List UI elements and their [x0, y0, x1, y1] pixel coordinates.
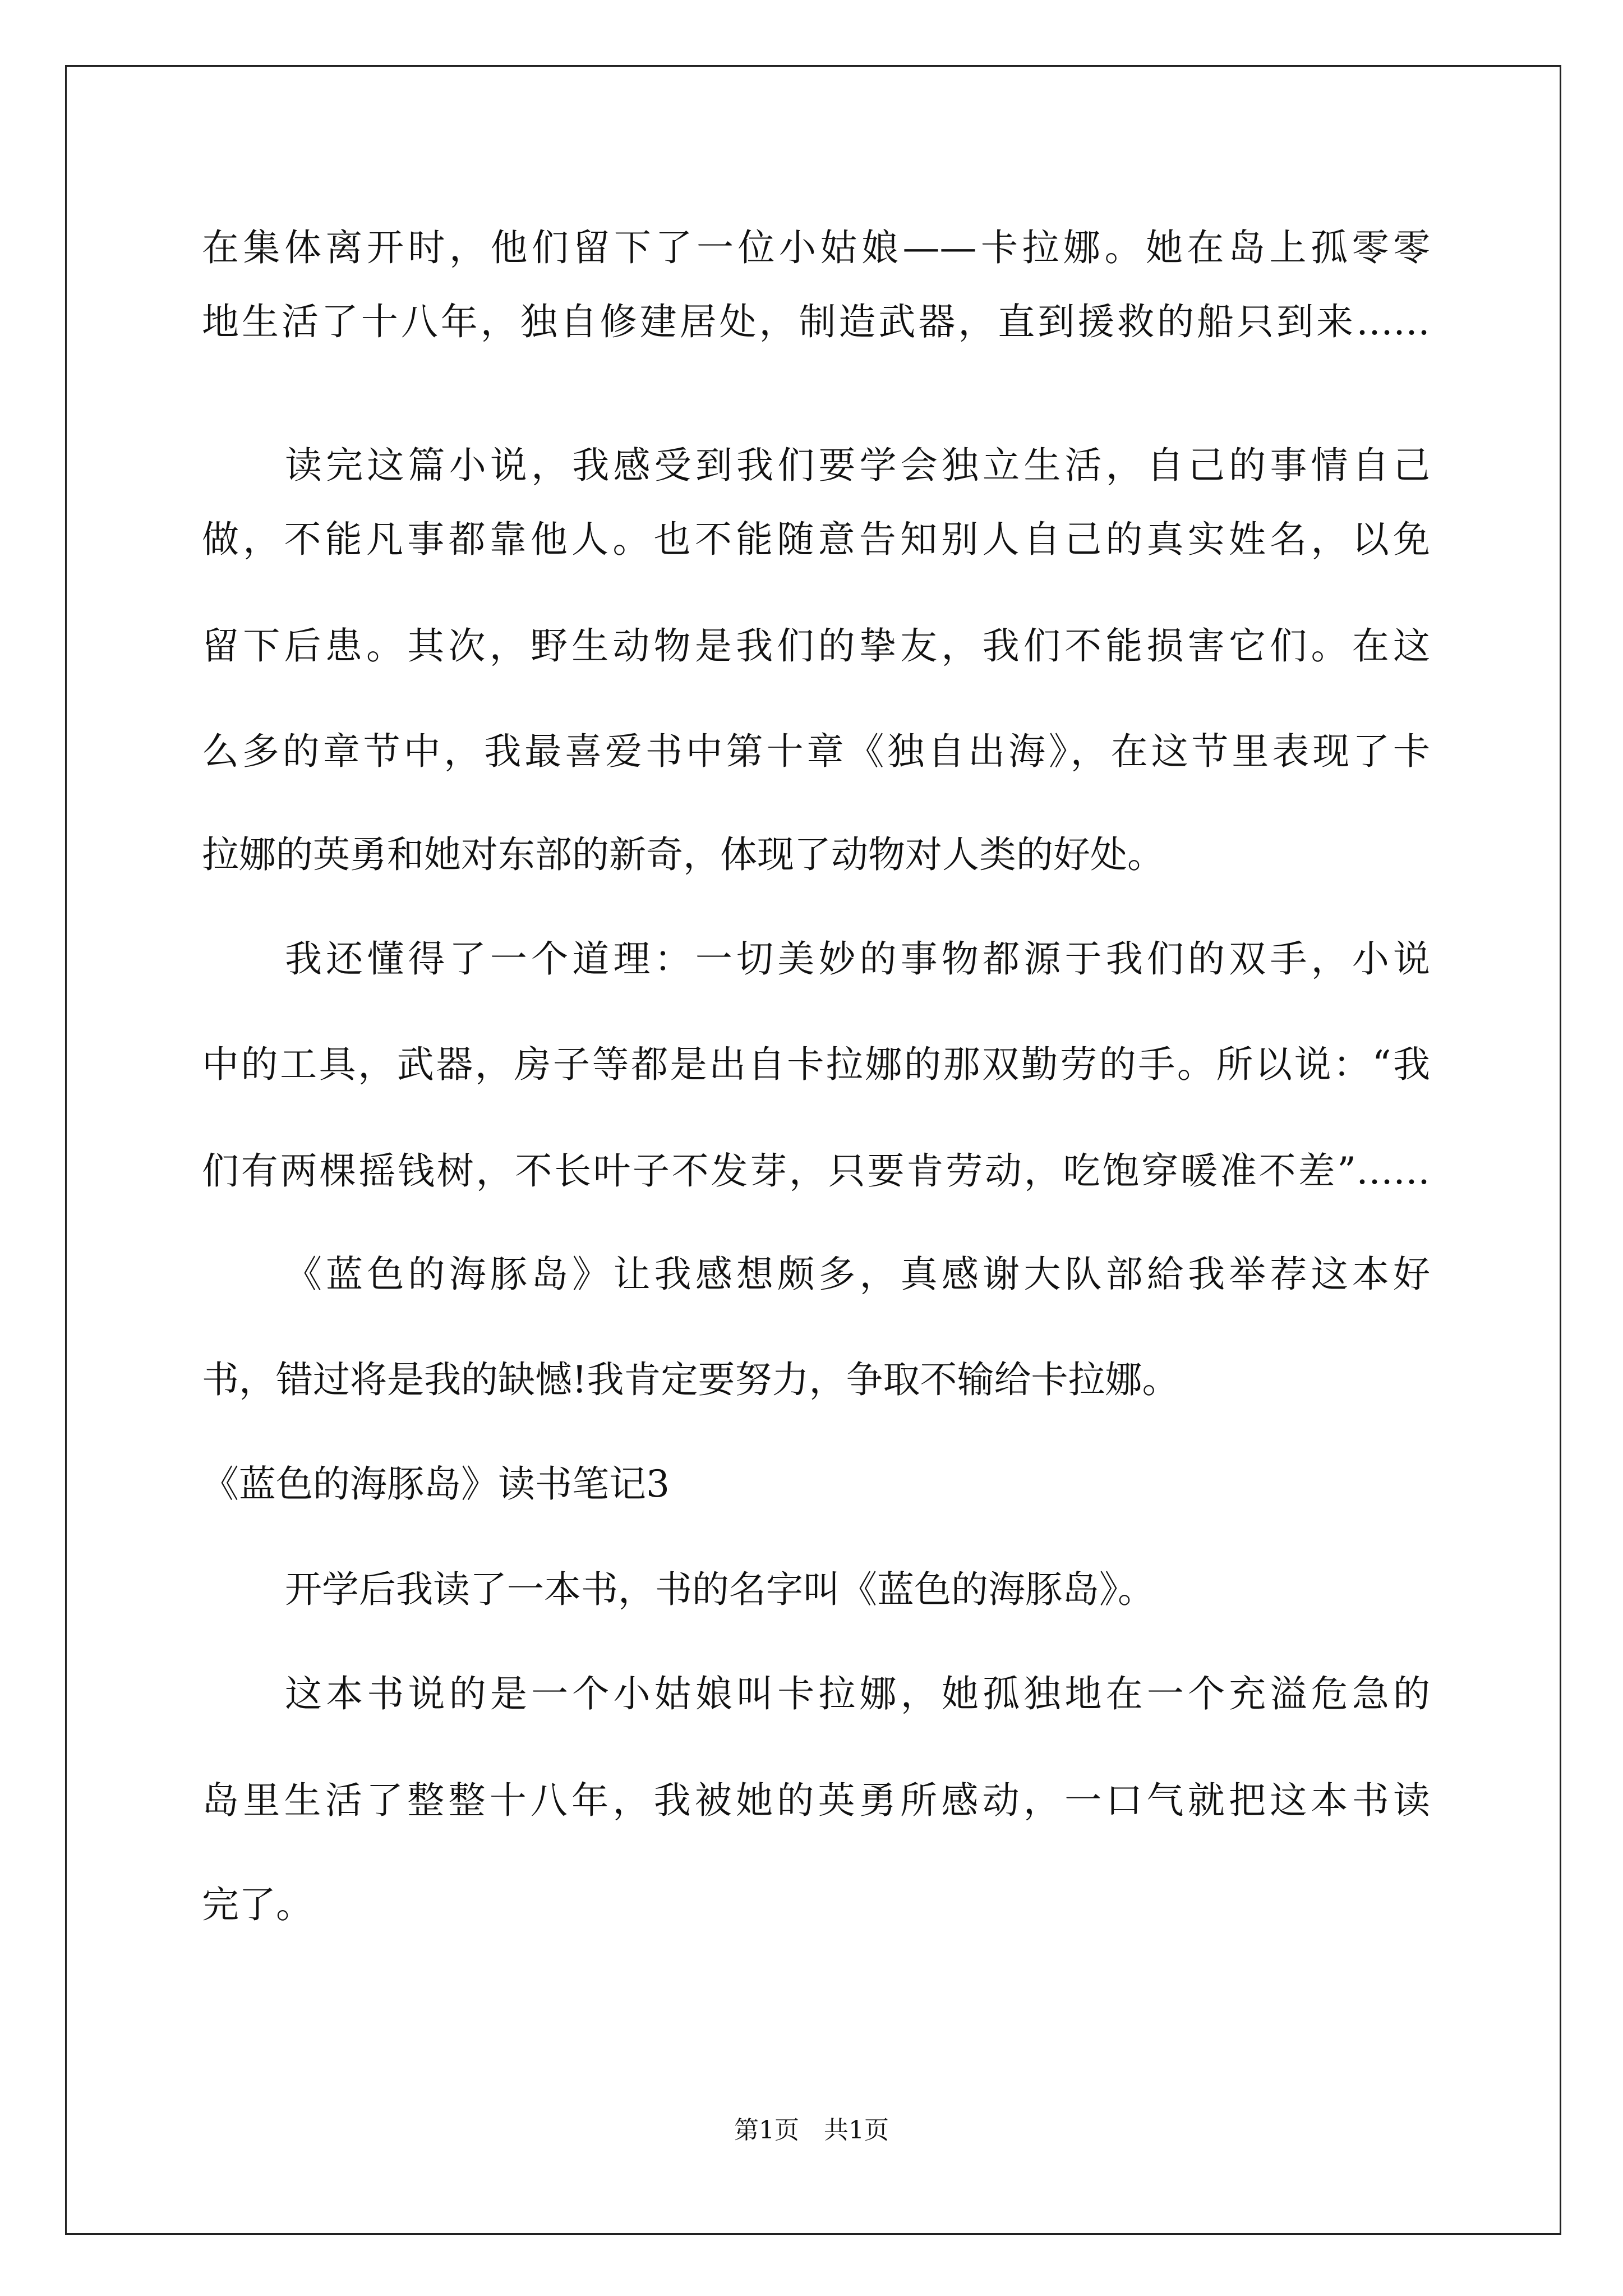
text-line: 书，错过将是我的缺憾!我肯定要努力，争取不输给卡拉娜。	[202, 1358, 1179, 1401]
text-line: 做，不能凡事都靠他人。也不能随意告知别人自己的真实姓名，以免	[202, 518, 1430, 561]
text-line: 完了。	[202, 1883, 313, 1926]
page-number: 第1页 共1页	[734, 2116, 889, 2145]
text-line: 中的工具，武器，房子等都是出自卡拉娜的那双勤劳的手。所以说：“我	[202, 1043, 1430, 1086]
paragraph-start-line: 读完这篇小说，我感受到我们要学会独立生活，自己的事情自己	[285, 444, 1430, 487]
paragraph-start-line: 这本书说的是一个小姑娘叫卡拉娜，她孤独地在一个充溢危急的	[285, 1672, 1430, 1715]
paragraph-start-line: 我还懂得了一个道理：一切美妙的事物都源于我们的双手，小说	[285, 937, 1430, 981]
paragraph-start-line: 开学后我读了一本书，书的名字叫《蓝色的海豚岛》。	[285, 1568, 1155, 1611]
text-line: 地生活了十八年，独自修建居处，制造武器，直到援救的船只到来……	[202, 300, 1430, 343]
text-line: 岛里生活了整整十八年，我被她的英勇所感动，一口气就把这本书读	[202, 1779, 1430, 1822]
paragraph-start-line: 《蓝色的海豚岛》让我感想颇多，真感谢大队部給我举荐这本好	[285, 1253, 1430, 1296]
section-heading: 《蓝色的海豚岛》读书笔记3	[202, 1462, 670, 1506]
text-line: 在集体离开时，他们留下了一位小姑娘——卡拉娜。她在岛上孤零零	[202, 226, 1430, 269]
text-line: 拉娜的英勇和她对东部的新奇，体现了动物对人类的好处。	[202, 833, 1164, 876]
text-line: 留下后患。其次，野生动物是我们的挚友，我们不能损害它们。在这	[202, 624, 1430, 668]
text-line: 们有两棵摇钱树，不长叶子不发芽，只要肯劳动，吃饱穿暖准不差”……	[202, 1149, 1430, 1193]
text-line: 么多的章节中，我最喜爱书中第十章《独自出海》，在这节里表现了卡	[202, 730, 1430, 773]
